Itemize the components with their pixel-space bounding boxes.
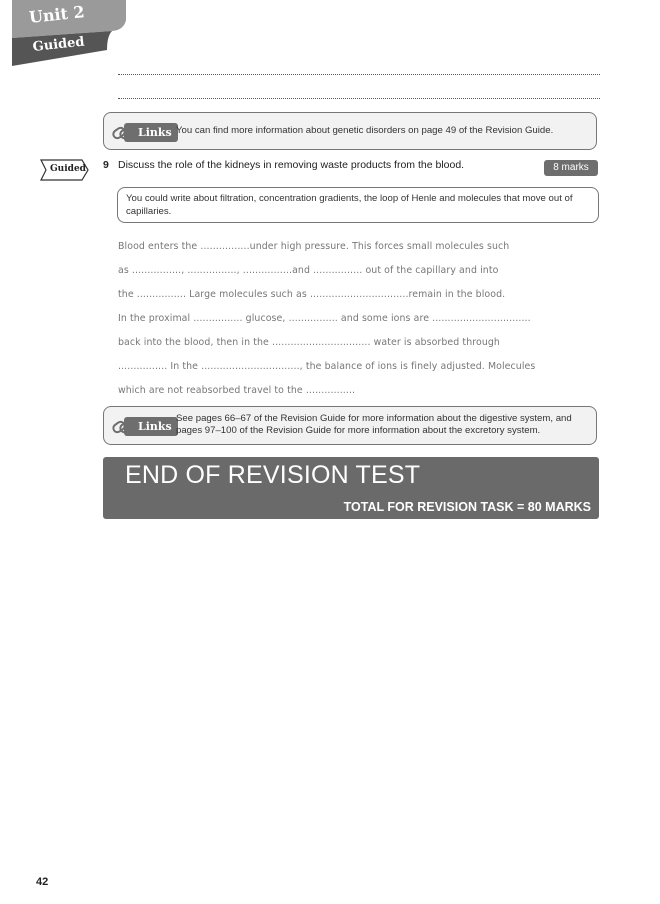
answer-text-line[interactable]: the ................ Large molecules such as ................................remain in the blood. [118, 289, 506, 300]
answer-text-line[interactable]: back into the blood, then in the ................................ water is absorbed through [118, 337, 500, 348]
links-badge [112, 417, 178, 436]
answer-text-line[interactable]: ................ In the ................................, the balance of ions is finely adjusted. Molecules [118, 361, 536, 372]
guided-label: Guided [50, 164, 86, 174]
links-badge [112, 123, 178, 142]
answer-text-line[interactable]: which are not reabsorbed travel to the ................ [118, 385, 356, 396]
links-badge-label: Links [124, 123, 178, 142]
links-box [103, 112, 597, 150]
unit-tab [12, 0, 130, 64]
answer-text-line[interactable]: In the proximal ................ glucose, ................ and some ions are ................................ [118, 313, 531, 324]
answer-line[interactable] [118, 98, 600, 99]
links-text: See pages 66–67 of the Revision Guide for more information about the digestive system, and pages 97–100 of the Revision Guide for more information about the excretory system. [176, 413, 572, 436]
end-total: TOTAL FOR REVISION TASK = 80 MARKS [343, 500, 591, 514]
links-text: You can find more information about genetic disorders on page 49 of the Revision Guide. [176, 125, 554, 136]
end-banner [103, 457, 599, 519]
section-label: Guided [32, 34, 86, 55]
links-box [103, 406, 597, 445]
page-number: 42 [36, 876, 49, 888]
marks-badge: 8 marks [544, 160, 598, 176]
answer-text-line[interactable]: as ................, ................, ................and ................ out of the capillary and into [118, 265, 499, 276]
question-text: Discuss the role of the kidneys in removing waste products from the blood. [118, 159, 465, 171]
unit-title: Unit 2 [28, 2, 86, 27]
hint-box: You could write about filtration, concentration gradients, the loop of Henle and molecules that move out of capillaries. [117, 187, 599, 223]
answer-text-line[interactable]: Blood enters the ................under high pressure. This forces small molecules such [118, 241, 510, 252]
end-title: END OF REVISION TEST [125, 461, 421, 489]
links-badge-label: Links [124, 417, 178, 436]
answer-line[interactable] [118, 74, 600, 75]
question-number: 9 [103, 159, 109, 171]
